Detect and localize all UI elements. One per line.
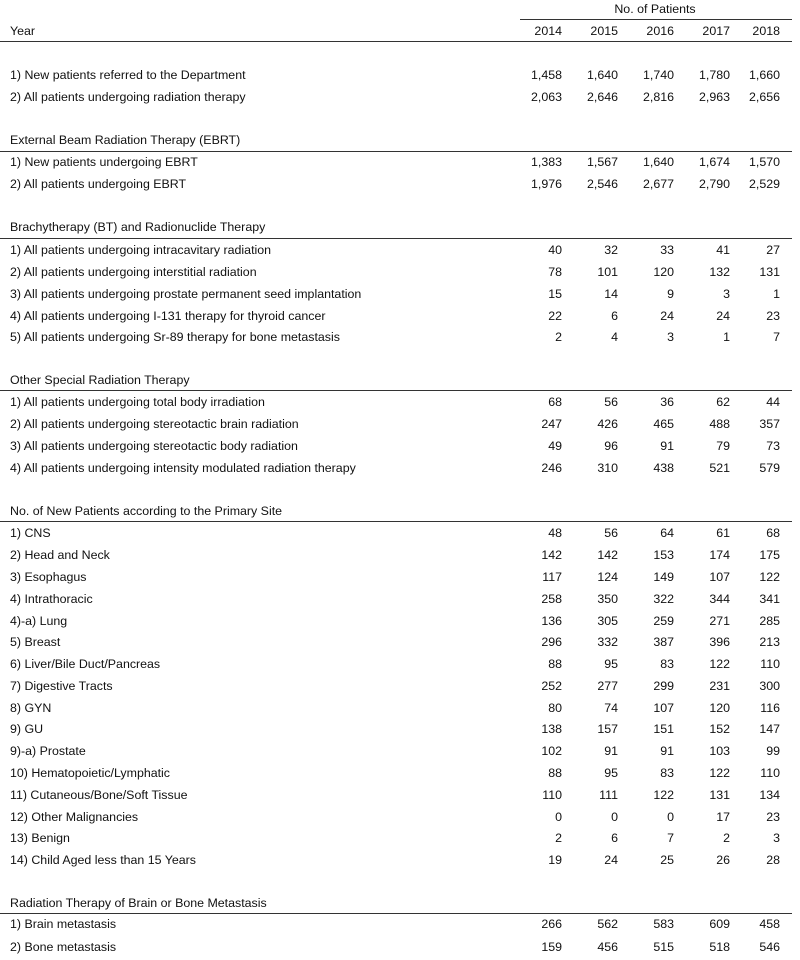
value-cell: 117 — [542, 570, 562, 584]
table-row — [10, 788, 792, 806]
value-cell: 322 — [653, 592, 674, 606]
table-row — [10, 635, 792, 653]
value-cell: 61 — [716, 526, 730, 540]
table-row — [10, 439, 792, 457]
value-cell: 40 — [548, 243, 562, 257]
value-cell: 332 — [597, 635, 618, 649]
value-cell: 521 — [709, 461, 730, 475]
value-cell: 132 — [709, 265, 730, 279]
table-row — [10, 548, 792, 566]
value-cell: 465 — [653, 417, 674, 431]
value-cell: 88 — [548, 766, 562, 780]
value-cell: 107 — [709, 570, 730, 584]
row-label: 2) All patients undergoing EBRT — [10, 177, 187, 191]
value-cell: 2,646 — [586, 90, 618, 104]
value-cell: 488 — [709, 417, 730, 431]
value-cell: 101 — [597, 265, 618, 279]
row-label: 1) Brain metastasis — [10, 917, 117, 931]
value-cell: 296 — [541, 635, 562, 649]
value-cell: 120 — [653, 265, 674, 279]
section-title: Brachytherapy (BT) and Radionuclide Therapy — [10, 220, 266, 234]
year-column-header: 2016 — [646, 24, 674, 38]
value-cell: 609 — [709, 917, 730, 931]
value-cell: 25 — [660, 853, 674, 867]
row-label: 2) All patients undergoing stereotactic brain radiation — [10, 417, 299, 431]
value-cell: 151 — [653, 722, 674, 736]
table-row — [10, 265, 792, 283]
value-cell: 266 — [541, 917, 562, 931]
value-cell: 19 — [548, 853, 562, 867]
value-cell: 24 — [660, 309, 674, 323]
value-cell: 80 — [548, 701, 562, 715]
value-cell: 305 — [597, 614, 618, 628]
row-label: 4) All patients undergoing I-131 therapy for thyroid cancer — [10, 309, 326, 323]
value-cell: 252 — [541, 679, 562, 693]
value-cell: 350 — [597, 592, 618, 606]
value-cell: 122 — [653, 788, 674, 802]
table-row — [10, 744, 792, 762]
table-row — [10, 701, 792, 719]
column-group-header: No. of Patients — [614, 2, 696, 16]
value-cell: 1,640 — [642, 155, 674, 169]
value-cell: 3 — [723, 287, 730, 301]
value-cell: 122 — [709, 766, 730, 780]
table-row — [10, 614, 792, 632]
table-row — [10, 395, 792, 413]
value-cell: 103 — [709, 744, 730, 758]
row-label: 4) Intrathoracic — [10, 592, 93, 606]
value-cell: 231 — [709, 679, 730, 693]
value-cell: 136 — [541, 614, 562, 628]
value-cell: 7 — [667, 831, 674, 845]
value-cell: 147 — [759, 722, 780, 736]
value-cell: 1,780 — [698, 68, 730, 82]
value-cell: 56 — [604, 395, 618, 409]
year-header: Year — [10, 24, 36, 38]
row-label: 4) All patients undergoing intensity modulated radiation therapy — [10, 461, 356, 475]
value-cell: 49 — [548, 439, 562, 453]
table-row — [10, 177, 792, 195]
value-cell: 122 — [759, 570, 780, 584]
value-cell: 96 — [604, 439, 618, 453]
value-cell: 107 — [653, 701, 674, 715]
section-rule — [0, 390, 792, 391]
row-label: 3) Esophagus — [10, 570, 87, 584]
row-label: 1) New patients referred to the Department — [10, 68, 246, 82]
value-cell: 1,674 — [698, 155, 730, 169]
value-cell: 1 — [773, 287, 780, 301]
value-cell: 300 — [759, 679, 780, 693]
value-cell: 3 — [773, 831, 780, 845]
value-cell: 1,458 — [530, 68, 562, 82]
table-row — [10, 155, 792, 173]
value-cell: 438 — [653, 461, 674, 475]
value-cell: 152 — [709, 722, 730, 736]
value-cell: 2,816 — [642, 90, 674, 104]
row-label: 7) Digestive Tracts — [10, 679, 113, 693]
table-row — [10, 722, 792, 740]
table-row — [10, 287, 792, 305]
value-cell: 341 — [759, 592, 780, 606]
section-title: No. of New Patients according to the Primary Site — [10, 504, 283, 518]
value-cell: 546 — [759, 940, 780, 954]
row-label: 2) Bone metastasis — [10, 940, 117, 954]
value-cell: 14 — [604, 287, 618, 301]
value-cell: 83 — [660, 657, 674, 671]
value-cell: 2 — [723, 831, 730, 845]
year-column-header: 2018 — [752, 24, 780, 38]
value-cell: 579 — [759, 461, 780, 475]
value-cell: 4 — [611, 330, 618, 344]
year-column-header: 2017 — [702, 24, 730, 38]
section-rule — [0, 521, 792, 522]
value-cell: 0 — [555, 810, 562, 824]
value-cell: 1,383 — [530, 155, 562, 169]
value-cell: 515 — [653, 940, 674, 954]
section-rule — [0, 238, 792, 239]
table-row — [10, 417, 792, 435]
value-cell: 6 — [611, 831, 618, 845]
value-cell: 258 — [541, 592, 562, 606]
value-cell: 426 — [597, 417, 618, 431]
value-cell: 2,963 — [698, 90, 730, 104]
value-cell: 28 — [766, 853, 780, 867]
value-cell: 74 — [604, 701, 618, 715]
table-row — [10, 330, 792, 348]
value-cell: 2,529 — [748, 177, 780, 191]
value-cell: 259 — [653, 614, 674, 628]
value-cell: 299 — [653, 679, 674, 693]
section-title: External Beam Radiation Therapy (EBRT) — [10, 133, 241, 147]
table-row — [10, 592, 792, 610]
table-row — [10, 766, 792, 784]
value-cell: 131 — [709, 788, 730, 802]
header-rule — [0, 41, 792, 42]
row-label: 1) All patients undergoing total body irradiation — [10, 395, 265, 409]
table-row — [10, 570, 792, 588]
value-cell: 32 — [604, 243, 618, 257]
value-cell: 174 — [709, 548, 730, 562]
value-cell: 1,740 — [642, 68, 674, 82]
year-column-header: 2014 — [534, 24, 562, 38]
value-cell: 124 — [597, 570, 618, 584]
value-cell: 277 — [597, 679, 618, 693]
section-title: Other Special Radiation Therapy — [10, 373, 190, 387]
row-label: 1) CNS — [10, 526, 51, 540]
value-cell: 357 — [759, 417, 780, 431]
value-cell: 2,790 — [698, 177, 730, 191]
value-cell: 458 — [759, 917, 780, 931]
value-cell: 68 — [548, 395, 562, 409]
table-row — [10, 243, 792, 261]
value-cell: 3 — [667, 330, 674, 344]
value-cell: 95 — [604, 657, 618, 671]
value-cell: 91 — [660, 439, 674, 453]
table-row — [10, 810, 792, 828]
value-cell: 26 — [716, 853, 730, 867]
value-cell: 387 — [653, 635, 674, 649]
value-cell: 68 — [766, 526, 780, 540]
value-cell: 2,546 — [586, 177, 618, 191]
value-cell: 2,656 — [748, 90, 780, 104]
row-label: 2) All patients undergoing radiation therapy — [10, 90, 246, 104]
value-cell: 91 — [660, 744, 674, 758]
row-label: 3) All patients undergoing prostate permanent seed implantation — [10, 287, 362, 301]
value-cell: 116 — [760, 701, 780, 715]
value-cell: 48 — [548, 526, 562, 540]
value-cell: 271 — [709, 614, 730, 628]
value-cell: 23 — [766, 810, 780, 824]
value-cell: 41 — [716, 243, 730, 257]
value-cell: 518 — [709, 940, 730, 954]
section-rule — [0, 151, 792, 152]
column-group-rule — [520, 19, 792, 20]
table-row — [10, 679, 792, 697]
table-row — [10, 917, 792, 935]
value-cell: 83 — [660, 766, 674, 780]
value-cell: 153 — [653, 548, 674, 562]
value-cell: 142 — [597, 548, 618, 562]
value-cell: 27 — [766, 243, 780, 257]
table-row — [10, 461, 792, 479]
value-cell: 157 — [597, 722, 618, 736]
value-cell: 95 — [604, 766, 618, 780]
value-cell: 111 — [599, 788, 618, 802]
value-cell: 142 — [541, 548, 562, 562]
value-cell: 6 — [611, 309, 618, 323]
row-label: 5) Breast — [10, 635, 61, 649]
value-cell: 344 — [709, 592, 730, 606]
value-cell: 17 — [716, 810, 730, 824]
value-cell: 102 — [541, 744, 562, 758]
value-cell: 1 — [723, 330, 730, 344]
value-cell: 24 — [604, 853, 618, 867]
value-cell: 2 — [555, 831, 562, 845]
value-cell: 23 — [766, 309, 780, 323]
table-row — [10, 90, 792, 108]
table-row — [10, 657, 792, 675]
table-row — [10, 940, 792, 958]
value-cell: 2,677 — [642, 177, 674, 191]
value-cell: 0 — [667, 810, 674, 824]
row-label: 3) All patients undergoing stereotactic body radiation — [10, 439, 298, 453]
value-cell: 138 — [541, 722, 562, 736]
value-cell: 1,567 — [586, 155, 618, 169]
value-cell: 78 — [548, 265, 562, 279]
row-label: 12) Other Malignancies — [10, 810, 139, 824]
value-cell: 110 — [760, 657, 780, 671]
row-label: 9) GU — [10, 722, 44, 736]
row-label: 8) GYN — [10, 701, 52, 715]
value-cell: 33 — [660, 243, 674, 257]
row-label: 13) Benign — [10, 831, 70, 845]
value-cell: 1,640 — [586, 68, 618, 82]
value-cell: 56 — [604, 526, 618, 540]
value-cell: 0 — [611, 810, 618, 824]
value-cell: 36 — [660, 395, 674, 409]
value-cell: 62 — [716, 395, 730, 409]
header-row — [10, 24, 792, 40]
value-cell: 15 — [548, 287, 562, 301]
value-cell: 246 — [541, 461, 562, 475]
value-cell: 88 — [548, 657, 562, 671]
table-row — [10, 526, 792, 544]
value-cell: 1,570 — [748, 155, 780, 169]
year-column-header: 2015 — [590, 24, 618, 38]
row-label: 1) New patients undergoing EBRT — [10, 155, 198, 169]
value-cell: 175 — [759, 548, 780, 562]
row-label: 2) All patients undergoing interstitial radiation — [10, 265, 257, 279]
table-row — [10, 853, 792, 871]
value-cell: 159 — [541, 940, 562, 954]
value-cell: 64 — [660, 526, 674, 540]
value-cell: 134 — [759, 788, 780, 802]
row-label: 4)-a) Lung — [10, 614, 68, 628]
value-cell: 73 — [766, 439, 780, 453]
value-cell: 131 — [759, 265, 780, 279]
value-cell: 396 — [709, 635, 730, 649]
value-cell: 562 — [597, 917, 618, 931]
table-row — [10, 831, 792, 849]
value-cell: 213 — [759, 635, 780, 649]
value-cell: 7 — [773, 330, 780, 344]
value-cell: 110 — [542, 788, 562, 802]
table-row — [10, 309, 792, 327]
row-label: 5) All patients undergoing Sr-89 therapy for bone metastasis — [10, 330, 340, 344]
value-cell: 149 — [653, 570, 674, 584]
row-label: 1) All patients undergoing intracavitary radiation — [10, 243, 272, 257]
value-cell: 79 — [716, 439, 730, 453]
row-label: 14) Child Aged less than 15 Years — [10, 853, 196, 867]
value-cell: 456 — [597, 940, 618, 954]
value-cell: 9 — [667, 287, 674, 301]
value-cell: 44 — [766, 395, 780, 409]
value-cell: 120 — [709, 701, 730, 715]
value-cell: 99 — [766, 744, 780, 758]
value-cell: 24 — [716, 309, 730, 323]
value-cell: 22 — [548, 309, 562, 323]
row-label: 10) Hematopoietic/Lymphatic — [10, 766, 171, 780]
value-cell: 247 — [541, 417, 562, 431]
value-cell: 583 — [653, 917, 674, 931]
value-cell: 122 — [709, 657, 730, 671]
row-label: 2) Head and Neck — [10, 548, 110, 562]
row-label: 11) Cutaneous/Bone/Soft Tissue — [10, 788, 188, 802]
section-title: Radiation Therapy of Brain or Bone Metastasis — [10, 896, 267, 910]
value-cell: 91 — [604, 744, 618, 758]
row-label: 6) Liver/Bile Duct/Pancreas — [10, 657, 161, 671]
table-row — [10, 68, 792, 86]
value-cell: 2 — [555, 330, 562, 344]
value-cell: 285 — [759, 614, 780, 628]
row-label: 9)-a) Prostate — [10, 744, 86, 758]
value-cell: 310 — [597, 461, 618, 475]
value-cell: 2,063 — [530, 90, 562, 104]
value-cell: 1,976 — [530, 177, 562, 191]
value-cell: 110 — [760, 766, 780, 780]
section-rule — [0, 913, 792, 914]
value-cell: 1,660 — [748, 68, 780, 82]
